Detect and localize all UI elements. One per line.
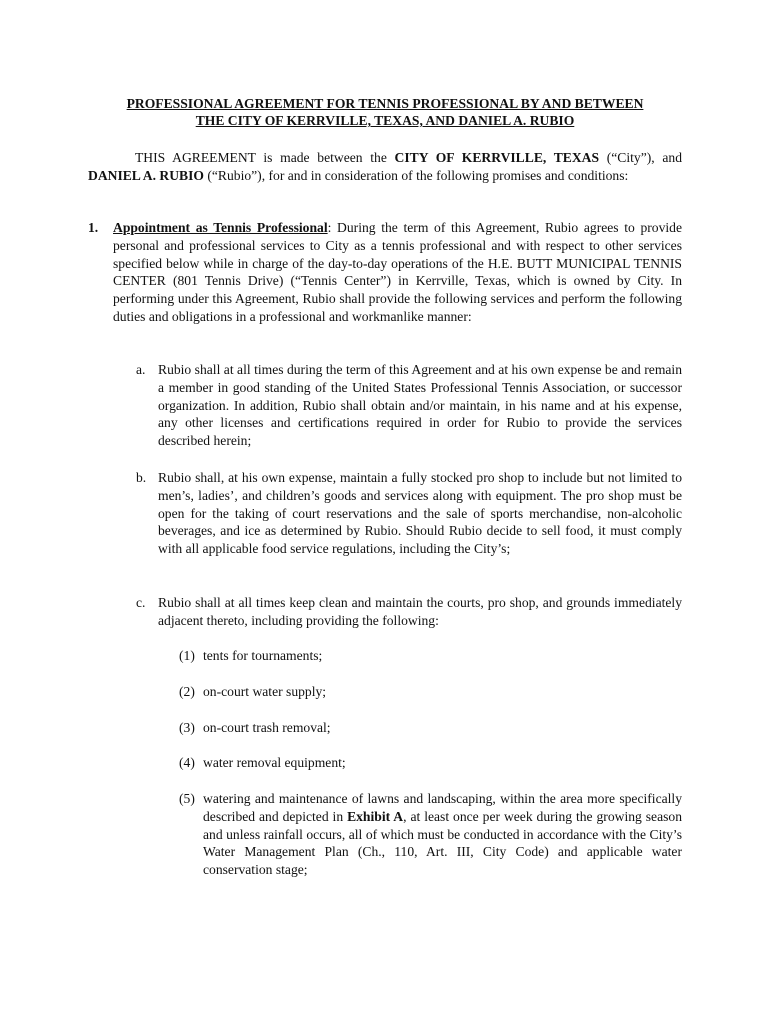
- section-1: [88, 219, 682, 326]
- item-c: [136, 594, 682, 630]
- intro-city-name: CITY OF KERRVILLE, TEXAS: [394, 150, 600, 165]
- subitem-4: [179, 754, 682, 772]
- section-1-number: 1.: [88, 220, 99, 235]
- subitem-3-label: (3): [179, 720, 195, 735]
- item-b: [136, 469, 682, 558]
- item-a: [136, 361, 682, 450]
- intro-party-name: DANIEL A. RUBIO: [88, 167, 204, 183]
- agreement-title: [88, 95, 682, 129]
- subitem-2-text: on-court water supply;: [203, 684, 327, 699]
- subitem-4-label: (4): [179, 755, 195, 770]
- title-line-1: PROFESSIONAL AGREEMENT FOR TENNIS PROFESSIONAL BY AND BETWEEN: [126, 96, 644, 111]
- item-a-text: Rubio shall at all times during the term of this Agreement and at his own expense be and remain a member in good standing of the United States Professional Tennis Association, or successor organization. In addition, Rubio shall obtain and/or maintain, in his name and at his expense, any other licenses and certifications required in order for Rubio to provide the services described herein;: [158, 362, 682, 449]
- subitem-4-text: water removal equipment;: [203, 755, 346, 770]
- subitem-2-label: (2): [179, 684, 195, 699]
- item-c-label: c.: [136, 595, 146, 610]
- subitem-2: [179, 683, 682, 701]
- intro-text-3: (“Rubio”), for and in consideration of the following promises and conditions:: [203, 167, 629, 183]
- section-1-text: : During the term of this Agreement, Rubio agrees to provide personal and professional services to City as a tennis professional and with respect to other services specified below while in charge of the day-to-day operations of the H.E. BUTT MUNICIPAL TENNIS CENTER (801 Tennis Drive) (“Tennis Center”) in Kerrville, Texas, which is owned by City. In performing under this Agreement, Rubio shall provide the following services and perform the following duties and obligations in a professional and workmanlike manner:: [113, 220, 682, 324]
- section-1-heading: Appointment as Tennis Professional: [113, 220, 328, 235]
- subitem-1-text: tents for tournaments;: [203, 648, 323, 663]
- exhibit-a-reference: Exhibit A: [347, 808, 404, 824]
- intro-text-1: THIS AGREEMENT is made between the: [135, 150, 395, 165]
- subitem-5-label: (5): [179, 791, 195, 806]
- subitem-1-label: (1): [179, 648, 195, 663]
- item-b-label: b.: [136, 470, 147, 485]
- subitem-3-text: on-court trash removal;: [203, 720, 331, 735]
- intro-paragraph: [88, 149, 682, 185]
- subitem-1: [179, 647, 682, 665]
- subitem-3: [179, 719, 682, 737]
- item-a-label: a.: [136, 362, 146, 377]
- item-b-text: Rubio shall, at his own expense, maintain a fully stocked pro shop to include but not limited to men’s, ladies’, and children’s goods and services along with equipment. The pro shop must be open for the taking of court reservations and the sale of sports merchandise, non-alcoholic beverages, and ice as determined by Rubio. Should Rubio decide to sell food, it must comply with all applicable food service regulations, including the City’s;: [158, 470, 682, 557]
- item-c-text: Rubio shall at all times keep clean and maintain the courts, pro shop, and grounds immediately adjacent thereto, including providing the following:: [158, 595, 682, 628]
- subitem-5-text-a: watering and maintenance of lawns and landscaping, within the area more specifically described and depicted in: [203, 791, 682, 824]
- subitem-5: [179, 790, 682, 879]
- subitem-5-text-b: , at least once per week during the growing season and unless rainfall occurs, all of which must be conducted in accordance with the City’s Water Management Plan (Ch., 110, Art. III, City Code) and applicable water conservation stage;: [203, 808, 682, 878]
- intro-text-2: (“City”), and: [599, 150, 682, 165]
- title-line-2: THE CITY OF KERRVILLE, TEXAS, AND DANIEL A. RUBIO: [195, 113, 575, 128]
